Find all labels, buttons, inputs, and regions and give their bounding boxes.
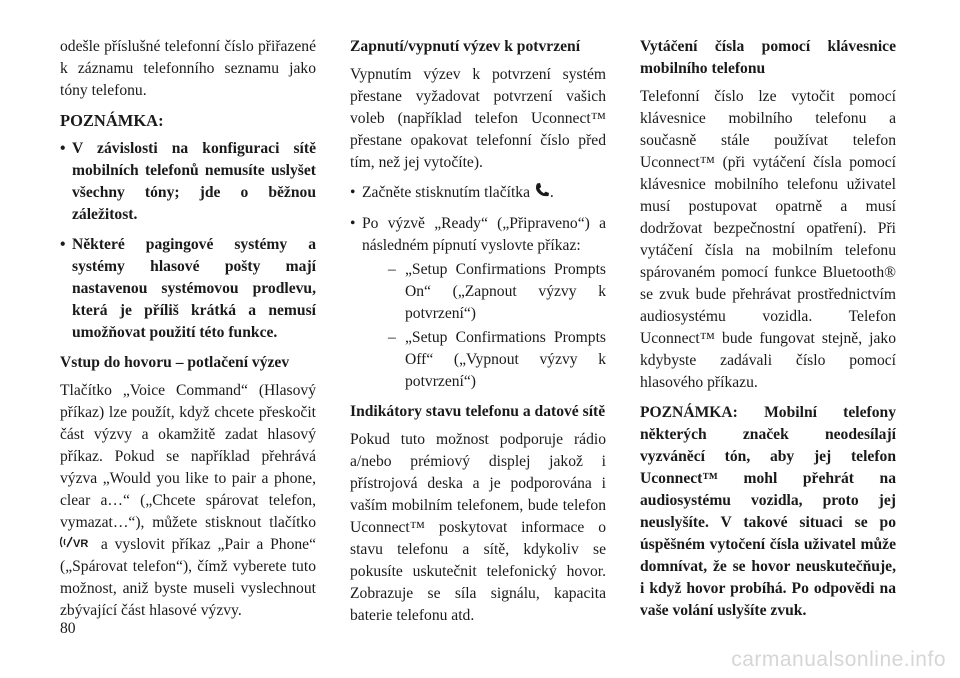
steps-list bbox=[350, 182, 606, 393]
step-text: Po výzvě „Ready“ („Připraveno“) a následném pípnutí vyslovte příkaz: bbox=[362, 215, 606, 254]
list-item: – „Setup Confirmations Prompts Off“ („Vypnout výzvy k potvrzení“) bbox=[388, 327, 606, 393]
voice-command-icon-label: VR bbox=[73, 538, 89, 550]
page-number: 80 bbox=[60, 620, 76, 637]
barge-in-text-start: Tlačítko „Voice Command“ (Hlasový příkaz) lze použít, když chcete přeskočit část výzvy a okamžitě zadat hlasový příkaz. Pokud se například přehrává výzva „Would you like to pair a phone, clear a…“ („Chcete spárovat telefon, vymazat…“), můžete stisknout tlačítko bbox=[60, 382, 316, 531]
voice-options-list bbox=[362, 259, 606, 393]
list-item bbox=[350, 182, 606, 205]
section-heading-indicators: Indikátory stavu telefonu a datové sítě bbox=[350, 403, 606, 420]
note-title: POZNÁMKA: bbox=[60, 111, 164, 130]
step-text-end: . bbox=[549, 184, 554, 202]
indicators-paragraph: Pokud tuto možnost podporuje rádio a/nebo prémiový displej jakož i přístrojová deska a je podporována i vaším mobilním telefonem, bude telefon Uconnect™ poskytovat informace o stavu telefonu a sítě, kdykoliv se pokusíte uskutečnit telefonický hovor. Zobrazuje se síla signálu, kapacita baterie telefonu atd. bbox=[350, 431, 606, 624]
intro-paragraph: odešle příslušné telefonní číslo přiřazené k záznamu telefonního seznamu jako tóny telefonu. bbox=[60, 38, 316, 99]
list-item: • V závislosti na konfiguraci sítě mobilních telefonů nemusíte uslyšet všechny tóny; jde o běžnou záležitost. bbox=[60, 138, 316, 226]
voice-command-icon bbox=[60, 534, 94, 556]
note-paragraph: POZNÁMKA: Mobilní telefony některých značek neodesílají vyzváněcí tón, aby jej telefon Uconnect™ mohl přehrát na audiosystému vozidla, proto jej neuslyšíte. V takové situaci se po úspěšném vytočení čísla uživatel může domnívat, že se hovor neuskutečňuje, i když hovor probíhá. Po odpovědi na vaše volání uslyšíte zvuk. bbox=[640, 404, 896, 619]
step-text: Začněte stisknutím tlačítka bbox=[362, 184, 531, 202]
column-middle bbox=[350, 36, 606, 635]
column-right bbox=[640, 36, 896, 630]
list-item: – „Setup Confirmations Prompts On“ („Zapnout výzvy k potvrzení“) bbox=[388, 259, 606, 325]
list-item bbox=[350, 213, 606, 393]
barge-in-text-end: a vyslovit příkaz „Pair a Phone“ („Spárovat telefon“), čímž vyberete tuto možnost, aniž byste museli vyslechnout zbývající část hlasové výzvy. bbox=[60, 536, 317, 620]
keypad-paragraph: Telefonní číslo lze vytočit pomocí klávesnice mobilního telefonu a současně stále používat telefon Uconnect™ (při vytáčení čísla pomocí klávesnice mobilního telefonu uživatel musí postupovat opatrně a musí dodržovat bezpečnostní opatření). Při vytáčení čísla na mobilním telefonu spárovaném pomocí funkce Bluetooth® se zvuk bude přehrávat prostřednictvím audiosystému vozidla. Telefon Uconnect™ bude fungovat stejně, jako kdybyste zadávali číslo pomocí hlasového příkazu. bbox=[640, 88, 896, 391]
confirmation-paragraph: Vypnutím výzev k potvrzení systém přestane vyžadovat potvrzení vašich voleb (například telefon Uconnect™ přestane opakovat telefonní číslo před tím, než jej vytočíte). bbox=[350, 66, 606, 171]
section-heading-confirmation: Zapnutí/vypnutí výzev k potvrzení bbox=[350, 38, 581, 55]
section-heading-keypad: Vytáčení čísla pomocí klávesnice mobilního telefonu bbox=[640, 38, 896, 77]
column-left bbox=[60, 36, 316, 630]
list-item: • Některé pagingové systémy a systémy hlasové pošty mají nastavenou systémovou prodlevu, která je příliš krátká a nemusí umožňovat použití této funkce. bbox=[60, 234, 316, 344]
phone-icon bbox=[534, 182, 550, 205]
barge-in-paragraph bbox=[60, 380, 316, 622]
note-bullet-list bbox=[60, 138, 316, 344]
watermark: carmanualsonline.info bbox=[731, 648, 946, 671]
section-heading-barge-in: Vstup do hovoru – potlačení výzev bbox=[60, 354, 290, 371]
